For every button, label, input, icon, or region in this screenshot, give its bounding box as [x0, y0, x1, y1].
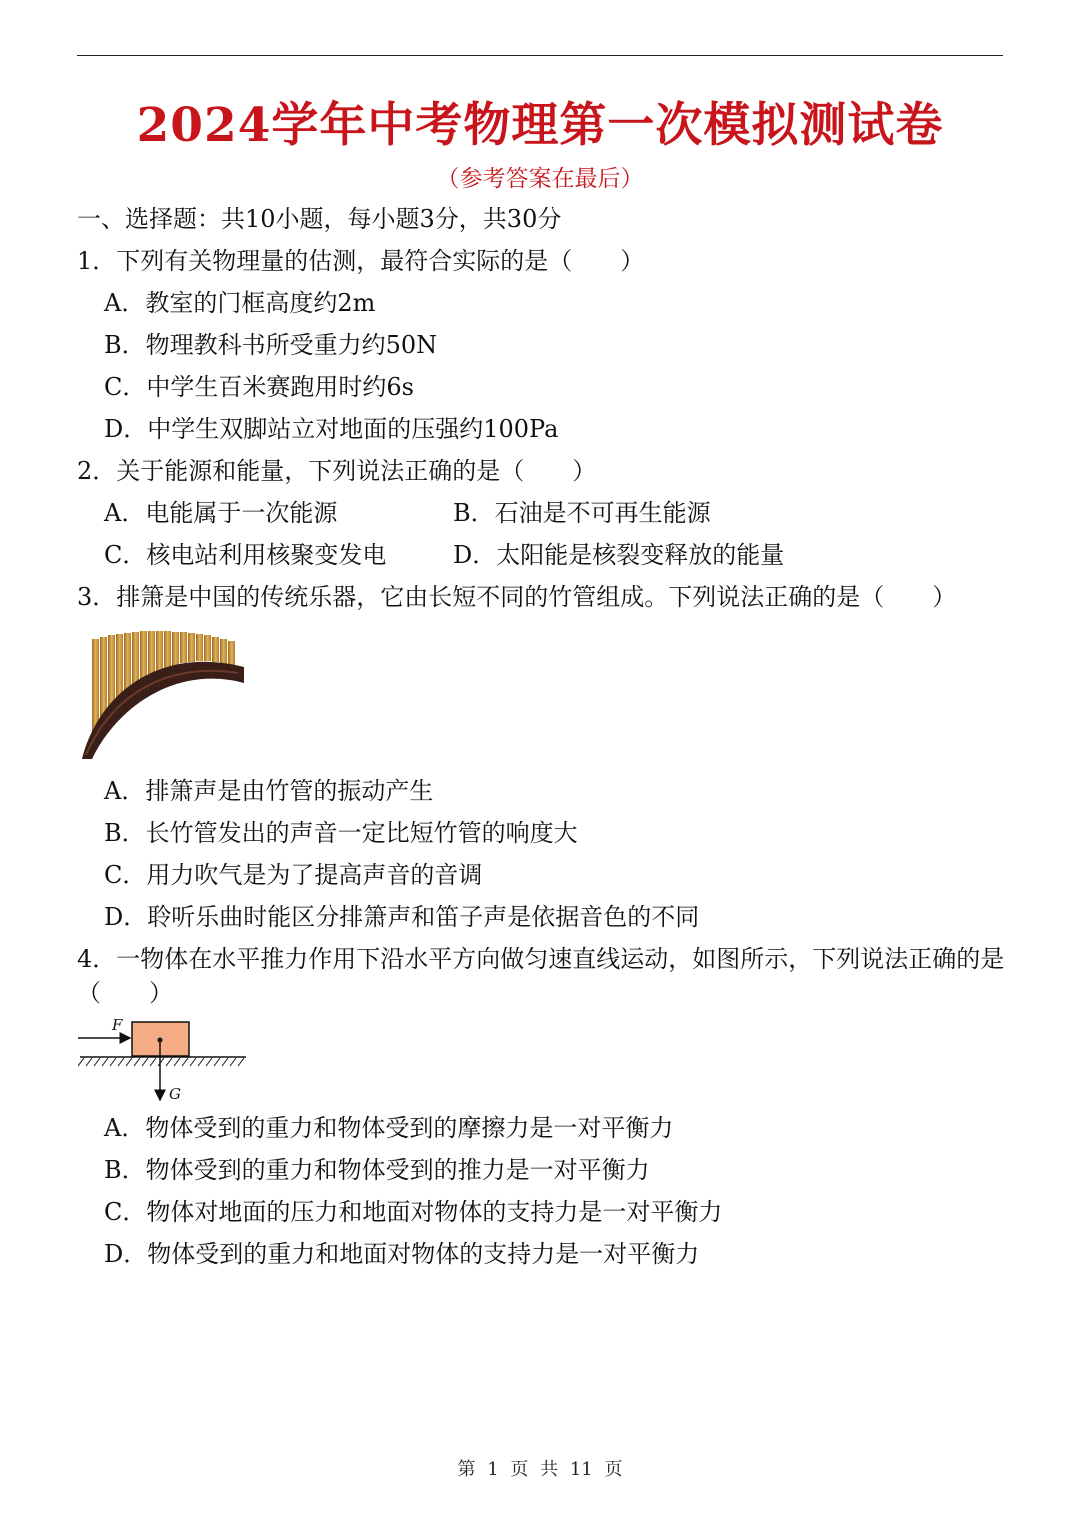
section-heading: 一、选择题：共10小题，每小题3分，共30分 — [77, 205, 562, 233]
panpipe-image — [78, 625, 248, 763]
question-4-option-a: A．物体受到的重力和物体受到的摩擦力是一对平衡力 — [104, 1114, 674, 1142]
question-2-option-a: A．电能属于一次能源 — [104, 499, 338, 527]
question-1-option-a: A．教室的门框高度约2m — [104, 289, 376, 317]
top-rule — [77, 55, 1003, 56]
question-1-stem: 1．下列有关物理量的估测，最符合实际的是（ ） — [77, 247, 645, 275]
question-4-stem: 4．一物体在水平推力作用下沿水平方向做匀速直线运动，如图所示，下列说法正确的是（ ） — [77, 945, 1005, 1007]
question-3-stem: 3．排箫是中国的传统乐器，它由长短不同的竹管组成。下列说法正确的是（ ） — [77, 583, 957, 611]
question-3-option-d: D．聆听乐曲时能区分排箫声和笛子声是依据音色的不同 — [104, 903, 700, 931]
question-2-option-c: C．核电站利用核聚变发电 — [104, 541, 387, 569]
question-3-option-c: C．用力吹气是为了提高声音的音调 — [104, 861, 483, 889]
question-4-option-b: B．物体受到的重力和物体受到的推力是一对平衡力 — [104, 1156, 650, 1184]
question-2-option-d: D．太阳能是核裂变释放的能量 — [453, 541, 785, 569]
page-subtitle: （参考答案在最后） — [436, 166, 644, 192]
question-1-option-c: C．中学生百米赛跑用时约6s — [104, 373, 414, 401]
question-4-option-d: D．物体受到的重力和地面对物体的支持力是一对平衡力 — [104, 1240, 700, 1268]
page-title: 2024学年中考物理第一次模拟测试卷 — [136, 98, 944, 153]
force-diagram — [78, 1012, 250, 1107]
question-3-option-b: B．长竹管发出的声音一定比短竹管的响度大 — [104, 819, 578, 847]
question-1-option-b: B．物理教科书所受重力约50N — [104, 331, 438, 359]
question-2-stem: 2．关于能源和能量，下列说法正确的是（ ） — [77, 457, 597, 485]
question-3-option-a: A．排箫声是由竹管的振动产生 — [104, 777, 434, 805]
gravity-g-label: G — [169, 1085, 181, 1103]
page-footer: 第 1 页 共 11 页 — [457, 1459, 623, 1480]
question-1-option-d: D．中学生双脚站立对地面的压强约100Pa — [104, 415, 559, 443]
question-4-option-c: C．物体对地面的压力和地面对物体的支持力是一对平衡力 — [104, 1198, 723, 1226]
question-2-option-b: B．石油是不可再生能源 — [453, 499, 711, 527]
force-f-label: F — [112, 1016, 123, 1034]
